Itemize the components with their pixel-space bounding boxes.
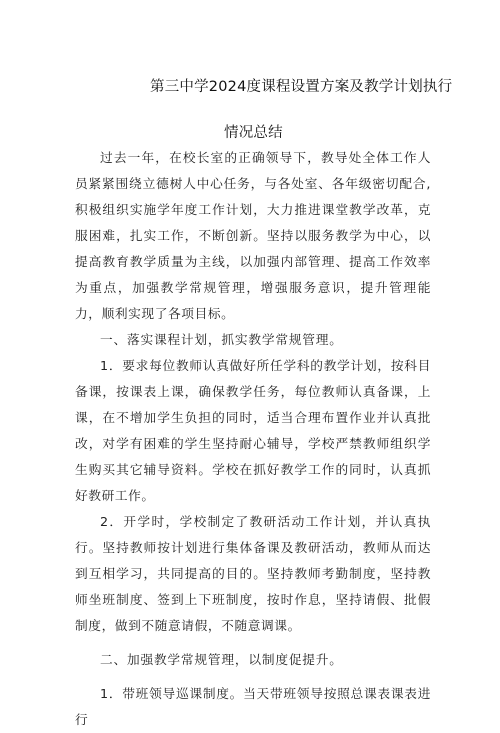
body-paragraph: 2．开学时，学校制定了教研活动工作计划，并认真执行。坚持教师按计划进行集体备课及教研活动，教师从而达到互相学习，共同提高的目的。坚持教师考勤制度，坚持教师坐班制度、签到上下班制度，按时作息，坚持请假、批假制度，做到不随意请假，不随意调课。 — [75, 514, 431, 633]
document-title-continued: 情况总结 — [224, 125, 283, 141]
document-title: 第三中学2024度课程设置方案及教学计划执行 — [150, 79, 453, 95]
body-paragraph: 1．要求每位教师认真做好所任学科的教学计划，按科目备课，按课表上课，确保教学任务，每位教师认真备课，上课，在不增加学生负担的同时，适当合理布置作业并认真批改，对学有困难的学生坚持耐心辅导，学校严禁教师组织学生购买其它辅导资料。学校在抓好教学工作的同时，认真抓好教研工作。 — [75, 358, 431, 503]
paragraph-gap — [75, 673, 431, 681]
section-heading-1: 一、落实课程计划，抓实教学常规管理。 — [100, 332, 343, 347]
intro-paragraph: 过去一年，在校长室的正确领导下，教导处全体工作人员紧紧围绕立德树人中心任务，与各处室、各年级密切配合,积极组织实施学年度工作计划，大力推进课堂教学改革，克服困难，扎实工作，不断创新。坚持以服务教学为中心，以提高教育教学质量为主线，以加强内部管理、提高工作效率为重点，加强教学常规管理，增强服务意识，提升管理能力，顺利实现了各项目标。 — [75, 150, 431, 321]
document-body — [75, 145, 431, 733]
paragraph-gap — [75, 639, 431, 647]
section-heading-2: 二、加强教学常规管理，以制度促提升。 — [100, 652, 343, 667]
body-paragraph: 1．带班领导巡课制度。当天带班领导按照总课表课表进行 — [75, 686, 431, 727]
